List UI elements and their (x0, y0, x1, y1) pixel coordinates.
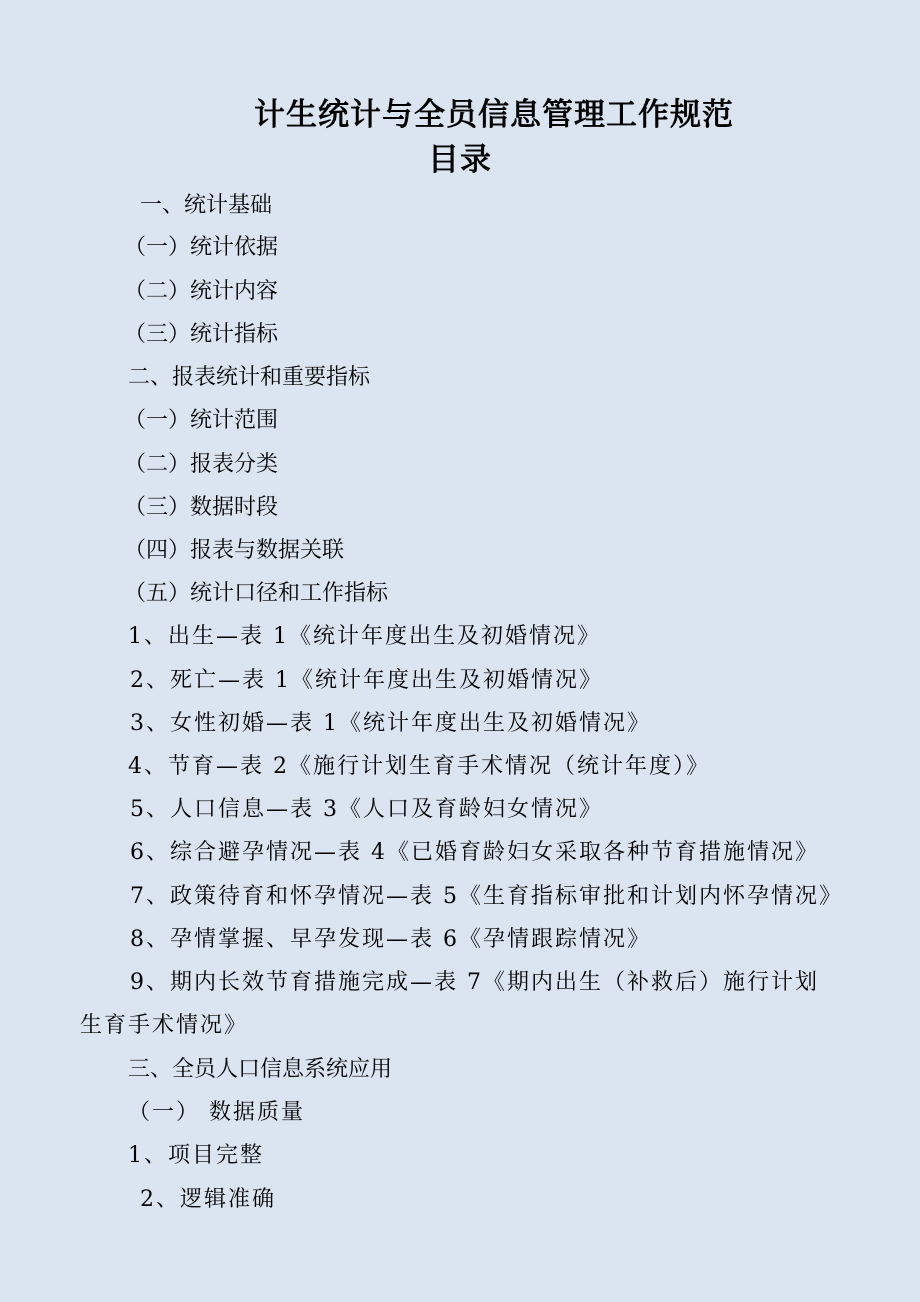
toc-subitem: 1、出生—表 1《统计年度出生及初婚情况》 (128, 624, 601, 649)
toc-subitem: 4、节育—表 2《施行计划生育手术情况（统计年度）》 (128, 754, 710, 779)
toc-item: （一）统计范围 (124, 408, 279, 433)
toc-item: （三）统计指标 (124, 322, 279, 347)
toc-subitem: 5、人口信息—表 3《人口及育龄妇女情况》 (130, 797, 603, 822)
toc-item: （二）报表分类 (124, 452, 279, 477)
toc-heading: 目录 (428, 142, 492, 178)
toc-subitem: 8、孕情掌握、早孕发现—表 6《孕情跟踪情况》 (130, 927, 651, 952)
toc-item: （五）统计口径和工作指标 (124, 581, 389, 606)
toc-subitem: 2、死亡—表 1《统计年度出生及初婚情况》 (130, 668, 603, 693)
toc-item: （一）统计依据 (124, 235, 279, 260)
toc-section-2: 二、报表统计和重要指标 (128, 365, 371, 390)
toc-item: （一） 数据质量 (128, 1100, 305, 1125)
toc-subitem: 7、政策待育和怀孕情况—表 5《生育指标审批和计划内怀孕情况》 (130, 884, 843, 909)
toc-subitem: 2、逻辑准确 (140, 1187, 276, 1212)
toc-item: （三）数据时段 (124, 495, 279, 520)
toc-subitem-continued: 生育手术情况》 (80, 1013, 249, 1038)
toc-item: （二）统计内容 (124, 279, 279, 304)
toc-section-1: 一、统计基础 (140, 193, 273, 218)
document-title: 计生统计与全员信息管理工作规范 (254, 97, 734, 133)
toc-item: （四）报表与数据关联 (124, 538, 345, 563)
toc-section-3: 三、全员人口信息系统应用 (128, 1057, 393, 1082)
toc-subitem: 6、综合避孕情况—表 4《已婚育龄妇女采取各种节育措施情况》 (130, 840, 819, 865)
toc-subitem: 9、期内长效节育措施完成—表 7《期内出生（补救后）施行计划 (130, 970, 819, 995)
toc-subitem: 3、女性初婚—表 1《统计年度出生及初婚情况》 (130, 711, 651, 736)
toc-subitem: 1、项目完整 (128, 1143, 264, 1168)
